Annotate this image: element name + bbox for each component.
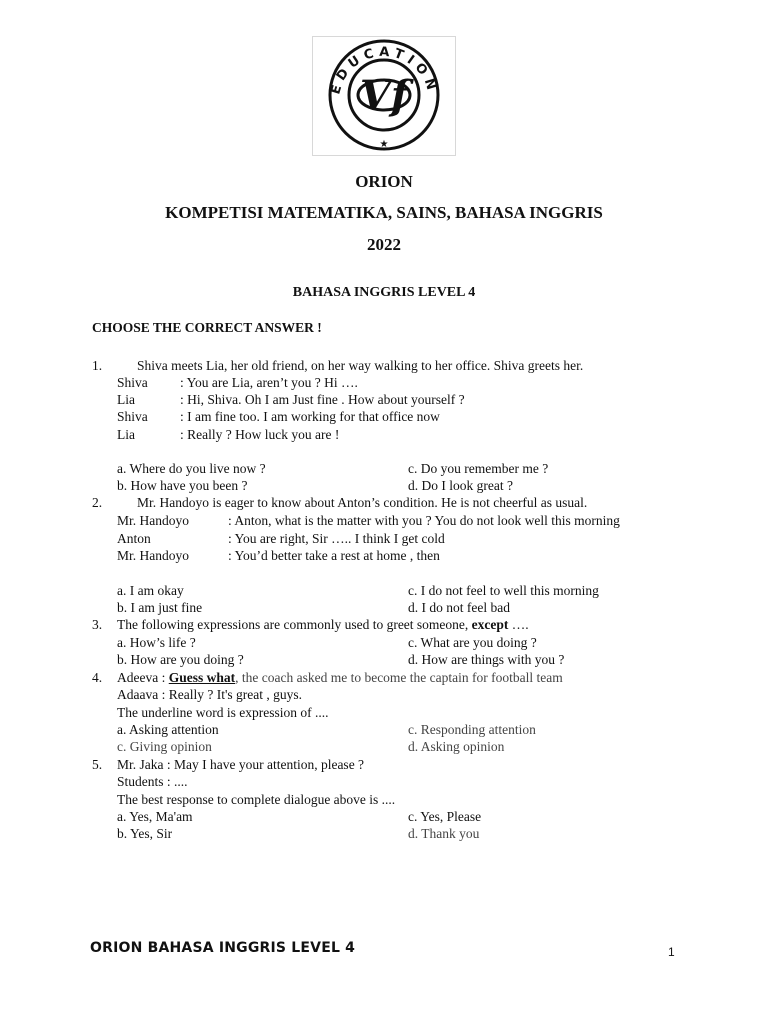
q4-option-a: a. Asking attention	[117, 722, 219, 737]
q2-option-a: a. I am okay	[117, 583, 184, 598]
q4-underlined-word: Guess what	[168, 670, 236, 685]
q3-option-d: d. How are things with you ?	[408, 652, 565, 667]
footer-title: ORION BAHASA INGGRIS LEVEL 4	[90, 940, 356, 956]
q1-text: Shiva meets Lia, her old friend, on her way walking to her office. Shiva greets her.	[137, 358, 584, 373]
q2-option-c: c. I do not feel to well this morning	[408, 583, 599, 598]
q3-text-after: ….	[508, 617, 529, 632]
q1-option-a: a. Where do you live now ?	[117, 461, 266, 476]
page-number: 1	[668, 945, 675, 959]
header-line1: ORION	[355, 172, 413, 191]
q1-speaker: Lia	[117, 392, 135, 407]
q3-option-b: b. How are you doing ?	[117, 652, 244, 667]
q2-text: Mr. Handoyo is eager to know about Anton’s condition. He is not cheerful as usual.	[137, 495, 588, 510]
q4-line2: Adaava : Really ? It's great , guys.	[117, 687, 302, 702]
q1-dialog-line: : Really ? How luck you are !	[180, 427, 340, 442]
q4-line1-rest: , the coach asked me to become the captain for football team	[235, 670, 563, 685]
subject-title: BAHASA INGGRIS LEVEL 4	[292, 285, 476, 300]
q5-option-a: a. Yes, Ma'am	[117, 809, 193, 824]
education-logo	[312, 36, 456, 156]
q2-speaker: Mr. Handoyo	[117, 513, 189, 528]
q3-text-before: The following expressions are commonly used to greet someone,	[117, 617, 472, 632]
q4-option-c: c. Responding attention	[408, 722, 536, 737]
q4-speaker1: Adeeva :	[117, 670, 169, 685]
q2-option-b: b. I am just fine	[117, 600, 203, 615]
q4-option-b: c. Giving opinion	[117, 739, 212, 754]
q1-option-b: b. How have you been ?	[117, 478, 248, 493]
q1-dialog-line: : You are Lia, aren’t you ? Hi ….	[180, 375, 358, 390]
q2-speaker: Mr. Handoyo	[117, 548, 189, 563]
q3-text-bold: except	[471, 617, 509, 632]
q4-number: 4.	[92, 670, 103, 685]
q1-speaker: Shiva	[117, 409, 148, 424]
logo-ring-text: EDUCATION	[328, 44, 440, 97]
q3-option-a: a. How’s life ?	[117, 635, 196, 650]
q4-line3: The underline word is expression of ....	[117, 705, 329, 720]
q5-option-b: b. Yes, Sir	[117, 826, 173, 841]
q5-option-d: d. Thank you	[408, 826, 480, 841]
q3-text	[117, 616, 529, 633]
q2-option-d: d. I do not feel bad	[408, 600, 510, 615]
logo-mark-text: Vf	[359, 72, 409, 119]
q5-line2: Students : ....	[117, 774, 188, 789]
q1-option-c: c. Do you remember me ?	[408, 461, 549, 476]
q1-dialog-line: : Hi, Shiva. Oh I am Just fine . How about yourself ?	[180, 392, 465, 407]
q1-option-d: d. Do I look great ?	[408, 478, 513, 493]
svg-text:★: ★	[379, 139, 389, 150]
q4-line1	[117, 669, 563, 686]
q5-number: 5.	[92, 757, 103, 772]
q5-line3: The best response to complete dialogue above is ....	[117, 792, 396, 807]
q1-speaker: Lia	[117, 427, 135, 442]
q2-number: 2.	[92, 495, 103, 510]
q3-option-c: c. What are you doing ?	[408, 635, 537, 650]
q5-line1: Mr. Jaka : May I have your attention, please ?	[117, 757, 365, 772]
q2-dialog-line: : Anton, what is the matter with you ? You do not look well this morning	[228, 513, 620, 528]
header-line3: 2022	[367, 235, 401, 254]
q1-dialog-line: : I am fine too. I am working for that office now	[180, 409, 440, 424]
q2-dialog-line: : You’d better take a rest at home , then	[228, 548, 440, 563]
q1-number: 1.	[92, 358, 103, 373]
q2-speaker: Anton	[117, 531, 151, 546]
q1-speaker: Shiva	[117, 375, 148, 390]
q5-option-c: c. Yes, Please	[408, 809, 482, 824]
logo-seal-icon	[313, 37, 455, 155]
instruction: CHOOSE THE CORRECT ANSWER !	[92, 320, 322, 335]
q2-dialog-line: : You are right, Sir ….. I think I get cold	[228, 531, 445, 546]
q3-number: 3.	[92, 617, 103, 632]
q4-option-d: d. Asking opinion	[408, 739, 505, 754]
header-line2: KOMPETISI MATEMATIKA, SAINS, BAHASA INGGRIS	[165, 203, 603, 222]
